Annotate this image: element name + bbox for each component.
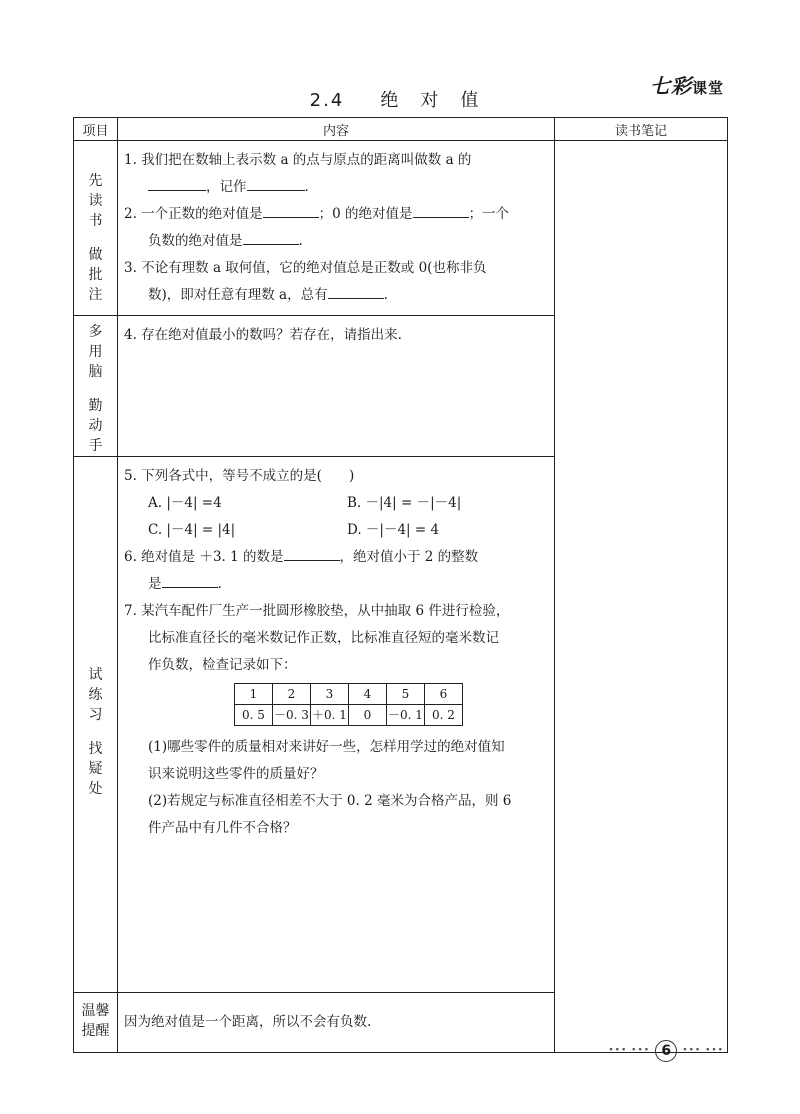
section-number: 2.4 [309, 90, 345, 111]
question-6: 6. 绝对值是 ＋3. 1 的数是 ，绝对值小于 2 的整数 [124, 544, 546, 571]
table-row [74, 141, 728, 316]
answer-blank[interactable] [263, 201, 319, 218]
sub-question-2: (2)若规定与标准直径相差不大于 0. 2 毫米为合格产品，则 6 [148, 793, 512, 809]
answer-blank[interactable] [247, 174, 305, 191]
question-7: 7. 某汽车配件厂生产一批圆形橡胶垫，从中抽取 6 件进行检验， [124, 603, 510, 619]
notes-column[interactable] [555, 141, 728, 1053]
tip-text: 因为绝对值是一个距离，所以不会有负数. [124, 1014, 372, 1030]
inspection-table [234, 683, 463, 726]
answer-blank[interactable] [162, 571, 218, 588]
row-label-preread: 先 读 书 做 批 注 [74, 141, 118, 316]
question-3: 3. 不论有理数 a 取何值，它的绝对值总是正数或 0(也称非负 [124, 260, 487, 276]
answer-blank[interactable] [243, 228, 299, 245]
option-c[interactable]: C. |－4| = |4| [148, 522, 236, 538]
table-header-row [74, 118, 728, 141]
header-content: 内容 [118, 118, 555, 141]
question-5: 5. 下列各式中，等号不成立的是( ) [124, 468, 355, 484]
question-2: 2. 一个正数的绝对值是 ；0 的绝对值是 ；一个 [124, 201, 546, 228]
header-notes: 读书笔记 [555, 118, 728, 141]
worksheet-table [73, 117, 728, 1053]
brand-logo: 七彩课堂 [649, 74, 724, 98]
option-b[interactable]: B. －|4| = －|－4| [347, 495, 462, 511]
answer-blank[interactable] [148, 174, 206, 191]
row-content-think [118, 316, 555, 457]
page-footer: ••• ••• 6 ••• ••• [608, 1040, 724, 1062]
row-label-practice: 试 练 习 找 疑 处 [74, 457, 118, 993]
question-1: 1. 我们把在数轴上表示数 a 的点与原点的距离叫做数 a 的 [124, 152, 472, 168]
section-title: 2.4 绝 对 值 [309, 90, 481, 111]
option-d[interactable]: D. －|－4| = 4 [347, 522, 440, 538]
answer-blank[interactable] [284, 544, 340, 561]
row-label-think: 多 用 脑 勤 动 手 [74, 316, 118, 457]
inspection-index-row: 1 2 3 4 5 6 [235, 684, 463, 705]
answer-blank[interactable] [413, 201, 469, 218]
page-number: 6 [655, 1040, 677, 1062]
answer-blank[interactable] [328, 282, 384, 299]
inspection-value-row: 0. 5 －0. 3 ＋0. 1 0 －0. 1 0. 2 [235, 705, 463, 726]
option-a[interactable]: A. |－4| =4 [148, 495, 222, 511]
question-4: 4. 存在绝对值最小的数吗？若存在，请指出来. [124, 327, 402, 343]
header-item: 项目 [74, 118, 118, 141]
sub-question-1: (1)哪些零件的质量相对来讲好一些，怎样用学过的绝对值知 [148, 739, 505, 755]
row-label-tip: 温馨 提醒 [74, 993, 118, 1053]
row-content-practice: 5. 下列各式中，等号不成立的是( ) A. |－4| =4 B. －|4| = －|－4| C. |－4| = |4| D. －|－4| = 4 6. 绝对值是 ＋3. 1 的数是 ，绝对值小于 2 的整数 是 . 7. 某汽车配件厂生产一批圆形橡胶垫，从中抽取 6 件进行检验， 比标准直径长的毫米数记作正数，比标准直径短的毫米数记 作负数，检查记录如下： 1 2 3 4 5 6 0. 5 －0. 3 ＋0. 1 0 －0. 1 0. 2 (1)哪些零件的质量相对来讲好一些，怎样用学过的绝对值知 识来说明这些零件的质量好？ (2)若规定与标准直径相差不大于 0. 2 毫米为合格产品，则 6 件产品中有几件不合格？ [118, 457, 555, 993]
row-content-preread: 1. 我们把在数轴上表示数 a 的点与原点的距离叫做数 a 的 ，记作 . 2. 一个正数的绝对值是 ；0 的绝对值是 ；一个 负数的绝对值是 . 3. 不论有理数 a 取何值，它的绝对值总是正数或 0(也称非负 数)，即对任意有理数 a，总有 . [118, 141, 555, 316]
row-content-tip [118, 993, 555, 1053]
